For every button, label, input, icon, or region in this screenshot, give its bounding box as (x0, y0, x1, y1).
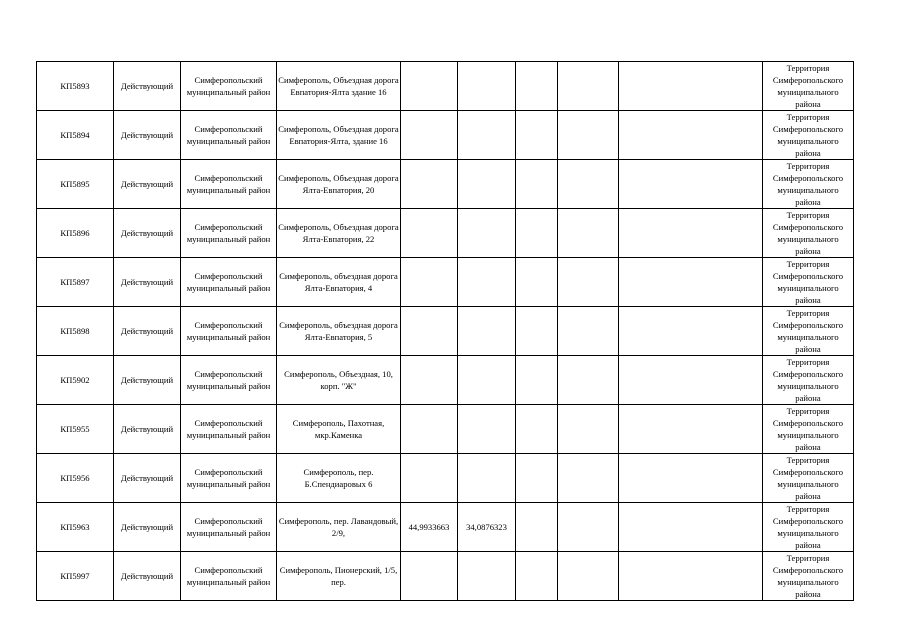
status-cell: Действующий (114, 356, 181, 405)
status-cell: Действующий (114, 258, 181, 307)
territory-cell: Территория Симферопольского муниципального района (763, 62, 854, 111)
territory-cell: Территория Симферопольского муниципального района (763, 258, 854, 307)
address-cell: Симферополь, пер. Б.Спендиаровых 6 (277, 454, 401, 503)
code-cell: КП5997 (37, 552, 114, 601)
district-cell: Симферопольский муниципальный район (181, 405, 277, 454)
empty-cell (516, 356, 558, 405)
table-row (37, 405, 854, 454)
empty-cell (516, 405, 558, 454)
code-cell: КП5893 (37, 62, 114, 111)
latitude-cell: 44,9933663 (401, 503, 458, 552)
district-cell: Симферопольский муниципальный район (181, 209, 277, 258)
empty-cell (516, 160, 558, 209)
status-cell: Действующий (114, 160, 181, 209)
table-row (37, 209, 854, 258)
latitude-cell (401, 405, 458, 454)
latitude-cell (401, 356, 458, 405)
status-cell: Действующий (114, 552, 181, 601)
empty-cell (619, 454, 763, 503)
address-cell: Симферополь, Пахотная, мкр.Каменка (277, 405, 401, 454)
address-cell: Симферополь, пер. Лавандовый, 2/9, (277, 503, 401, 552)
status-cell: Действующий (114, 209, 181, 258)
table-row (37, 307, 854, 356)
latitude-cell (401, 62, 458, 111)
empty-cell (619, 356, 763, 405)
status-cell: Действующий (114, 307, 181, 356)
longitude-cell (458, 209, 516, 258)
address-cell: Симферополь, Объездная дорога Евпатория-Ялта здание 16 (277, 62, 401, 111)
territory-cell: Территория Симферопольского муниципального района (763, 209, 854, 258)
empty-cell (516, 62, 558, 111)
territory-cell: Территория Симферопольского муниципального района (763, 111, 854, 160)
table-row (37, 454, 854, 503)
territory-cell: Территория Симферопольского муниципального района (763, 405, 854, 454)
empty-cell (558, 307, 619, 356)
empty-cell (516, 209, 558, 258)
address-cell: Симферополь, Объездная дорога Ялта-Евпатория, 22 (277, 209, 401, 258)
empty-cell (619, 307, 763, 356)
address-cell: Симферополь, Объездная дорога Евпатория-Ялта, здание 16 (277, 111, 401, 160)
empty-cell (619, 405, 763, 454)
latitude-cell (401, 160, 458, 209)
longitude-cell (458, 405, 516, 454)
territory-cell: Территория Симферопольского муниципального района (763, 356, 854, 405)
territory-cell: Территория Симферопольского муниципального района (763, 454, 854, 503)
district-cell: Симферопольский муниципальный район (181, 160, 277, 209)
longitude-cell (458, 552, 516, 601)
code-cell: КП5955 (37, 405, 114, 454)
address-cell: Симферополь, Пионерский, 1/5, пер. (277, 552, 401, 601)
longitude-cell (458, 62, 516, 111)
empty-cell (558, 111, 619, 160)
empty-cell (516, 258, 558, 307)
code-cell: КП5963 (37, 503, 114, 552)
empty-cell (619, 552, 763, 601)
empty-cell (516, 552, 558, 601)
empty-cell (516, 307, 558, 356)
territory-cell: Территория Симферопольского муниципального района (763, 503, 854, 552)
code-cell: КП5894 (37, 111, 114, 160)
empty-cell (619, 62, 763, 111)
table-row (37, 356, 854, 405)
empty-cell (619, 160, 763, 209)
table-row (37, 111, 854, 160)
registry-table (36, 61, 854, 601)
table-row (37, 552, 854, 601)
empty-cell (619, 111, 763, 160)
district-cell: Симферопольский муниципальный район (181, 111, 277, 160)
empty-cell (619, 503, 763, 552)
longitude-cell (458, 111, 516, 160)
empty-cell (558, 160, 619, 209)
empty-cell (558, 209, 619, 258)
status-cell: Действующий (114, 454, 181, 503)
code-cell: КП5895 (37, 160, 114, 209)
code-cell: КП5897 (37, 258, 114, 307)
empty-cell (558, 503, 619, 552)
district-cell: Симферопольский муниципальный район (181, 552, 277, 601)
district-cell: Симферопольский муниципальный район (181, 307, 277, 356)
code-cell: КП5956 (37, 454, 114, 503)
longitude-cell (458, 454, 516, 503)
latitude-cell (401, 209, 458, 258)
longitude-cell (458, 307, 516, 356)
code-cell: КП5898 (37, 307, 114, 356)
code-cell: КП5896 (37, 209, 114, 258)
empty-cell (558, 405, 619, 454)
empty-cell (516, 111, 558, 160)
district-cell: Симферопольский муниципальный район (181, 454, 277, 503)
empty-cell (558, 552, 619, 601)
status-cell: Действующий (114, 503, 181, 552)
latitude-cell (401, 307, 458, 356)
territory-cell: Территория Симферопольского муниципального района (763, 307, 854, 356)
empty-cell (619, 209, 763, 258)
address-cell: Симферополь, объездная дорога Ялта-Евпатория, 5 (277, 307, 401, 356)
status-cell: Действующий (114, 62, 181, 111)
latitude-cell (401, 111, 458, 160)
latitude-cell (401, 552, 458, 601)
empty-cell (558, 62, 619, 111)
address-cell: Симферополь, Объездная, 10, корп. "Ж" (277, 356, 401, 405)
table-body (37, 62, 854, 601)
address-cell: Симферополь, Объездная дорога Ялта-Евпатория, 20 (277, 160, 401, 209)
longitude-cell: 34,0876323 (458, 503, 516, 552)
territory-cell: Территория Симферопольского муниципального района (763, 160, 854, 209)
district-cell: Симферопольский муниципальный район (181, 503, 277, 552)
empty-cell (558, 258, 619, 307)
empty-cell (619, 258, 763, 307)
code-cell: КП5902 (37, 356, 114, 405)
empty-cell (558, 356, 619, 405)
empty-cell (516, 454, 558, 503)
table-row (37, 258, 854, 307)
district-cell: Симферопольский муниципальный район (181, 356, 277, 405)
district-cell: Симферопольский муниципальный район (181, 62, 277, 111)
address-cell: Симферополь, объездная дорога Ялта-Евпатория, 4 (277, 258, 401, 307)
table-row (37, 503, 854, 552)
status-cell: Действующий (114, 111, 181, 160)
status-cell: Действующий (114, 405, 181, 454)
territory-cell: Территория Симферопольского муниципального района (763, 552, 854, 601)
latitude-cell (401, 454, 458, 503)
district-cell: Симферопольский муниципальный район (181, 258, 277, 307)
empty-cell (558, 454, 619, 503)
table-row (37, 160, 854, 209)
table-row (37, 62, 854, 111)
latitude-cell (401, 258, 458, 307)
empty-cell (516, 503, 558, 552)
longitude-cell (458, 258, 516, 307)
longitude-cell (458, 356, 516, 405)
longitude-cell (458, 160, 516, 209)
